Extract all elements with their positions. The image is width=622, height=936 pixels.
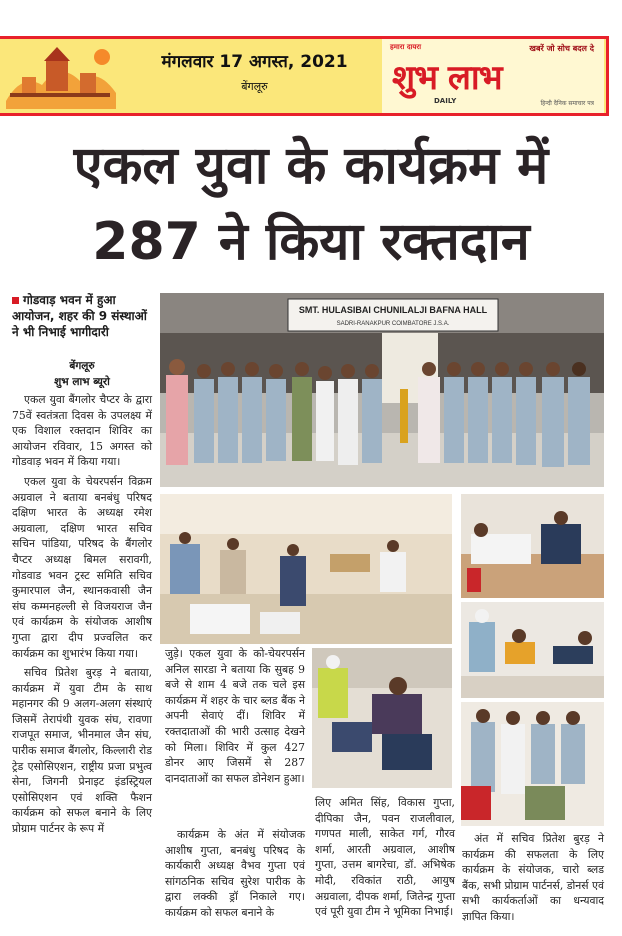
article-column-4 xyxy=(462,831,604,928)
article-column-1 xyxy=(12,392,152,841)
paragraph: सचिव प्रितेश बुरड़ ने बताया, कार्यक्रम में युवा टीम के साथ महानगर की 9 अलग-अलग संस्थाएं जिसमें तेरापंथी युवक संघ, रावणा राजपूत समाज, भीनमाल जैन संघ, पारीक समाज बैंगलोर, किल्लारी रोड ट्रेड एसोसिएशन, राष्ट्रीय प्रजा प्रभुत्व सेना, जिगनी प्रेनाइट इंडस्ट्रियल एसोसिएशन एवं शक्ति फैशन कार्यक्रम को सफल बनाने के लिए प्रोग्राम पार्टनर के रूप में xyxy=(12,666,152,836)
donor-photo-2 xyxy=(461,602,604,698)
donation-hall-photo xyxy=(160,494,452,644)
headline-line-2: 287 ने किया रक्तदान xyxy=(92,212,530,272)
masthead-illustration xyxy=(2,43,120,109)
logo-tagline: खबरें जो सोच बदल दे xyxy=(529,44,594,53)
paragraph: जुड़े। एकल युवा के को-चेयरपर्सन अनिल सारडा ने बताया कि सुबह 9 बजे से शाम 4 बजे तक चले इस कार्यक्रम में शहर के चार ब्लड बैंक ने अपनी सेवाएं दीं। शिविर में रक्तदाताओं की भारी उत्साह देखने को मिला। शिविर में कुल 427 डोनर आए जिसमें से 287 दानदाताओं का सफल डोनेशन हुआ। xyxy=(165,647,305,785)
paragraph: अंत में सचिव प्रितेश बुरड़ ने कार्यक्रम की सफलता के लिए कार्यक्रम के संयोजक, चारो ब्लड बैंक, सभी प्रोग्राम पार्टनर्स, डोनर्स एवं सभी कार्यकर्ताओं का धन्यवाद ज्ञापित किया। xyxy=(462,832,604,923)
issue-city: बेंगलूरु xyxy=(241,80,268,93)
headline-line-1: एकल युवा के कार्यक्रम में xyxy=(73,136,549,196)
article-column-2-continued xyxy=(165,827,305,924)
dateline: बेंगलूरु xyxy=(69,360,95,372)
paragraph: एकल युवा बैंगलोर चैप्टर के द्वारा 75वें स्वतंत्रता दिवस के उपलक्ष्य में एक विशाल रक्तदान शिविर का आयोजन रविवार, 15 अगस्त को गोडवाड़ भवन में किया गया। xyxy=(12,393,152,469)
newspaper-logo xyxy=(382,39,604,113)
issue-date: मंगलवार 17 अगस्त, 2021 xyxy=(161,52,348,72)
hall-banner-subtitle: SADRI-RANAKPUR COIMBATORE J.S.A. xyxy=(336,321,450,327)
article-column-3 xyxy=(315,795,455,923)
donor-photo-4 xyxy=(312,648,452,788)
logo-subtagline: हिन्दी दैनिक समाचार पत्र xyxy=(540,100,594,107)
byline: शुभ लाभ ब्यूरो xyxy=(54,376,110,388)
paragraph: एकल युवा के चेयरपर्सन विक्रम अग्रवाल ने बताया बनबंधु परिषद दक्षिण भारत के अध्यक्ष रमेश अग्रवाला, दक्षिण भारत सचिव सचिन पांडिया, परिषद के बैंगलोर चैप्टर अध्यक्ष बिमल सरावगी, गोडवाड भवन ट्रस्ट समिति सचिव कुमारपाल जैन, स्थानकवासी जैन संघ कम्मनहल्ली से विजयराज जैन एवं कार्यक्रम के संयोजक आशीष गुप्ता द्वारा दीप प्रज्वलित कर कार्यक्रम का शुभारंभ किया गया। xyxy=(12,474,152,660)
group-photo xyxy=(160,293,604,487)
logo-prefix: हमारा दायरा xyxy=(390,43,422,51)
subheading-text: गोडवाड़ भवन में हुआ आयोजन, शहर की 9 संस्थाओं ने भी निभाई भागीदारी xyxy=(12,293,147,339)
bullet-icon xyxy=(12,297,19,304)
paragraph: कार्यक्रम के अंत में संयोजक आशीष गुप्ता, बनबंधु परिषद के कार्यकारी अध्यक्ष वैभव गुप्ता एवं सांगठनिक सचिव सुरेश पारीक के द्वारा लक्की ड्रॉ निकाले गए। कार्यक्रम को सफल बनाने के xyxy=(165,828,305,919)
hall-banner-title: SMT. HULASIBAI CHUNILALJI BAFNA HALL xyxy=(298,305,488,315)
subheading xyxy=(12,292,152,340)
headline xyxy=(0,128,622,280)
logo-wordmark: शुभ लाभ xyxy=(392,58,502,98)
donor-photo-3 xyxy=(461,702,604,826)
article-column-2 xyxy=(165,646,305,789)
donor-photo-1 xyxy=(461,494,604,598)
paragraph: लिए अमित सिंह, विकास गुप्ता, दीपिका जैन, पवन राजलीवाल, गणपत माली, साकेत गर्ग, गौरव शर्मा, आरती अग्रवाल, आशीष गुप्ता, उत्तम बागरेचा, डॉ. अभिषेक मोदी, रविकांत राठी, आयुष अग्रवाला, दीपक शर्मा, जितेन्द्र गुप्ता एवं पूरी युवा टीम ने भूमिका निभाई। xyxy=(315,796,455,919)
logo-daily: DAILY xyxy=(434,97,457,105)
masthead xyxy=(0,36,609,116)
